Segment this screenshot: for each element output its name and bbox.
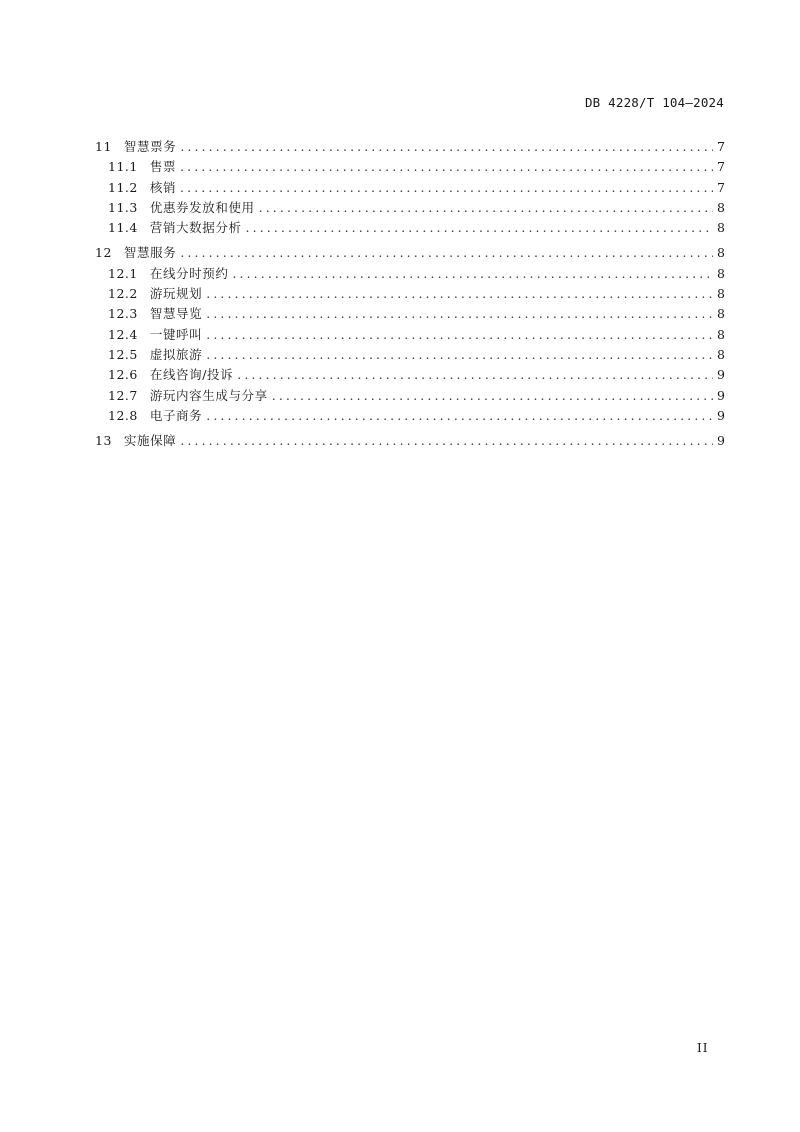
toc-number: 11.4 xyxy=(108,220,138,236)
toc-leader xyxy=(206,304,713,324)
toc-entry[interactable] xyxy=(95,325,725,345)
toc-page: 9 xyxy=(717,433,725,449)
toc-number: 12.3 xyxy=(108,306,138,322)
toc-title: 智慧服务 xyxy=(123,245,177,261)
toc-leader xyxy=(180,431,713,451)
toc-number: 11 xyxy=(95,139,112,154)
toc-number: 12.2 xyxy=(108,286,138,302)
toc-leader xyxy=(180,137,713,157)
toc-page: 9 xyxy=(717,367,725,383)
toc-page: 8 xyxy=(717,199,725,215)
toc-entry[interactable] xyxy=(95,157,725,177)
toc-title: 在线咨询/投诉 xyxy=(149,367,234,383)
toc-number: 12.5 xyxy=(108,346,138,362)
toc-page: 7 xyxy=(717,179,725,195)
toc-leader xyxy=(180,157,713,177)
toc-leader xyxy=(246,218,713,238)
toc-page: 8 xyxy=(717,265,725,281)
toc-number: 12.7 xyxy=(108,387,138,403)
toc-page: 8 xyxy=(717,286,725,302)
toc-entry[interactable] xyxy=(95,386,725,406)
toc-page: 8 xyxy=(717,220,725,236)
toc-entry[interactable] xyxy=(95,218,725,238)
toc-entry[interactable] xyxy=(95,284,725,304)
toc-page: 8 xyxy=(717,346,725,362)
toc-entry[interactable] xyxy=(95,137,725,157)
toc-title: 游玩内容生成与分享 xyxy=(149,387,268,403)
toc-leader xyxy=(232,264,713,284)
toc-entry[interactable] xyxy=(95,243,725,263)
toc-entry[interactable] xyxy=(95,178,725,198)
toc-title: 核销 xyxy=(149,179,177,195)
toc-entry[interactable] xyxy=(95,345,725,365)
toc-leader xyxy=(272,386,713,406)
toc-leader xyxy=(206,325,713,345)
toc-page: 8 xyxy=(717,245,725,261)
toc-title: 智慧导览 xyxy=(149,306,203,322)
toc-entry[interactable] xyxy=(95,264,725,284)
toc-title: 游玩规划 xyxy=(149,286,203,302)
toc-page: 7 xyxy=(717,139,725,154)
toc-page: 8 xyxy=(717,326,725,342)
document-code: DB 4228/T 104—2024 xyxy=(584,95,724,110)
toc-title: 在线分时预约 xyxy=(149,265,229,281)
toc-leader xyxy=(237,365,713,385)
toc-number: 11.2 xyxy=(108,179,138,195)
toc-number: 12.8 xyxy=(108,407,138,423)
toc-entry[interactable] xyxy=(95,198,725,218)
toc-number: 11.3 xyxy=(108,199,138,215)
toc-entry[interactable] xyxy=(95,406,725,426)
toc-page: 8 xyxy=(717,306,725,322)
page-number: II xyxy=(697,1041,709,1055)
table-of-contents xyxy=(95,137,725,451)
toc-title: 实施保障 xyxy=(123,433,177,449)
toc-number: 11.1 xyxy=(108,159,138,175)
toc-title: 营销大数据分析 xyxy=(149,220,242,236)
toc-number: 12.1 xyxy=(108,265,138,281)
toc-title: 售票 xyxy=(149,159,177,175)
toc-entry[interactable] xyxy=(95,431,725,451)
toc-leader xyxy=(180,178,713,198)
toc-number: 12.6 xyxy=(108,367,138,383)
toc-page: 9 xyxy=(717,407,725,423)
toc-leader xyxy=(206,345,713,365)
toc-title: 一键呼叫 xyxy=(149,326,203,342)
toc-leader xyxy=(259,198,713,218)
toc-leader xyxy=(206,406,713,426)
toc-number: 12.4 xyxy=(108,326,138,342)
toc-leader xyxy=(206,284,713,304)
toc-number: 13 xyxy=(95,433,112,449)
toc-entry[interactable] xyxy=(95,365,725,385)
toc-number: 12 xyxy=(95,245,112,261)
toc-title: 优惠券发放和使用 xyxy=(149,199,255,215)
toc-title: 电子商务 xyxy=(149,407,203,423)
toc-leader xyxy=(180,243,713,263)
toc-title: 智慧票务 xyxy=(123,139,177,154)
toc-page: 9 xyxy=(717,387,725,403)
toc-entry[interactable] xyxy=(95,304,725,324)
toc-page: 7 xyxy=(717,159,725,175)
toc-title: 虚拟旅游 xyxy=(149,346,203,362)
